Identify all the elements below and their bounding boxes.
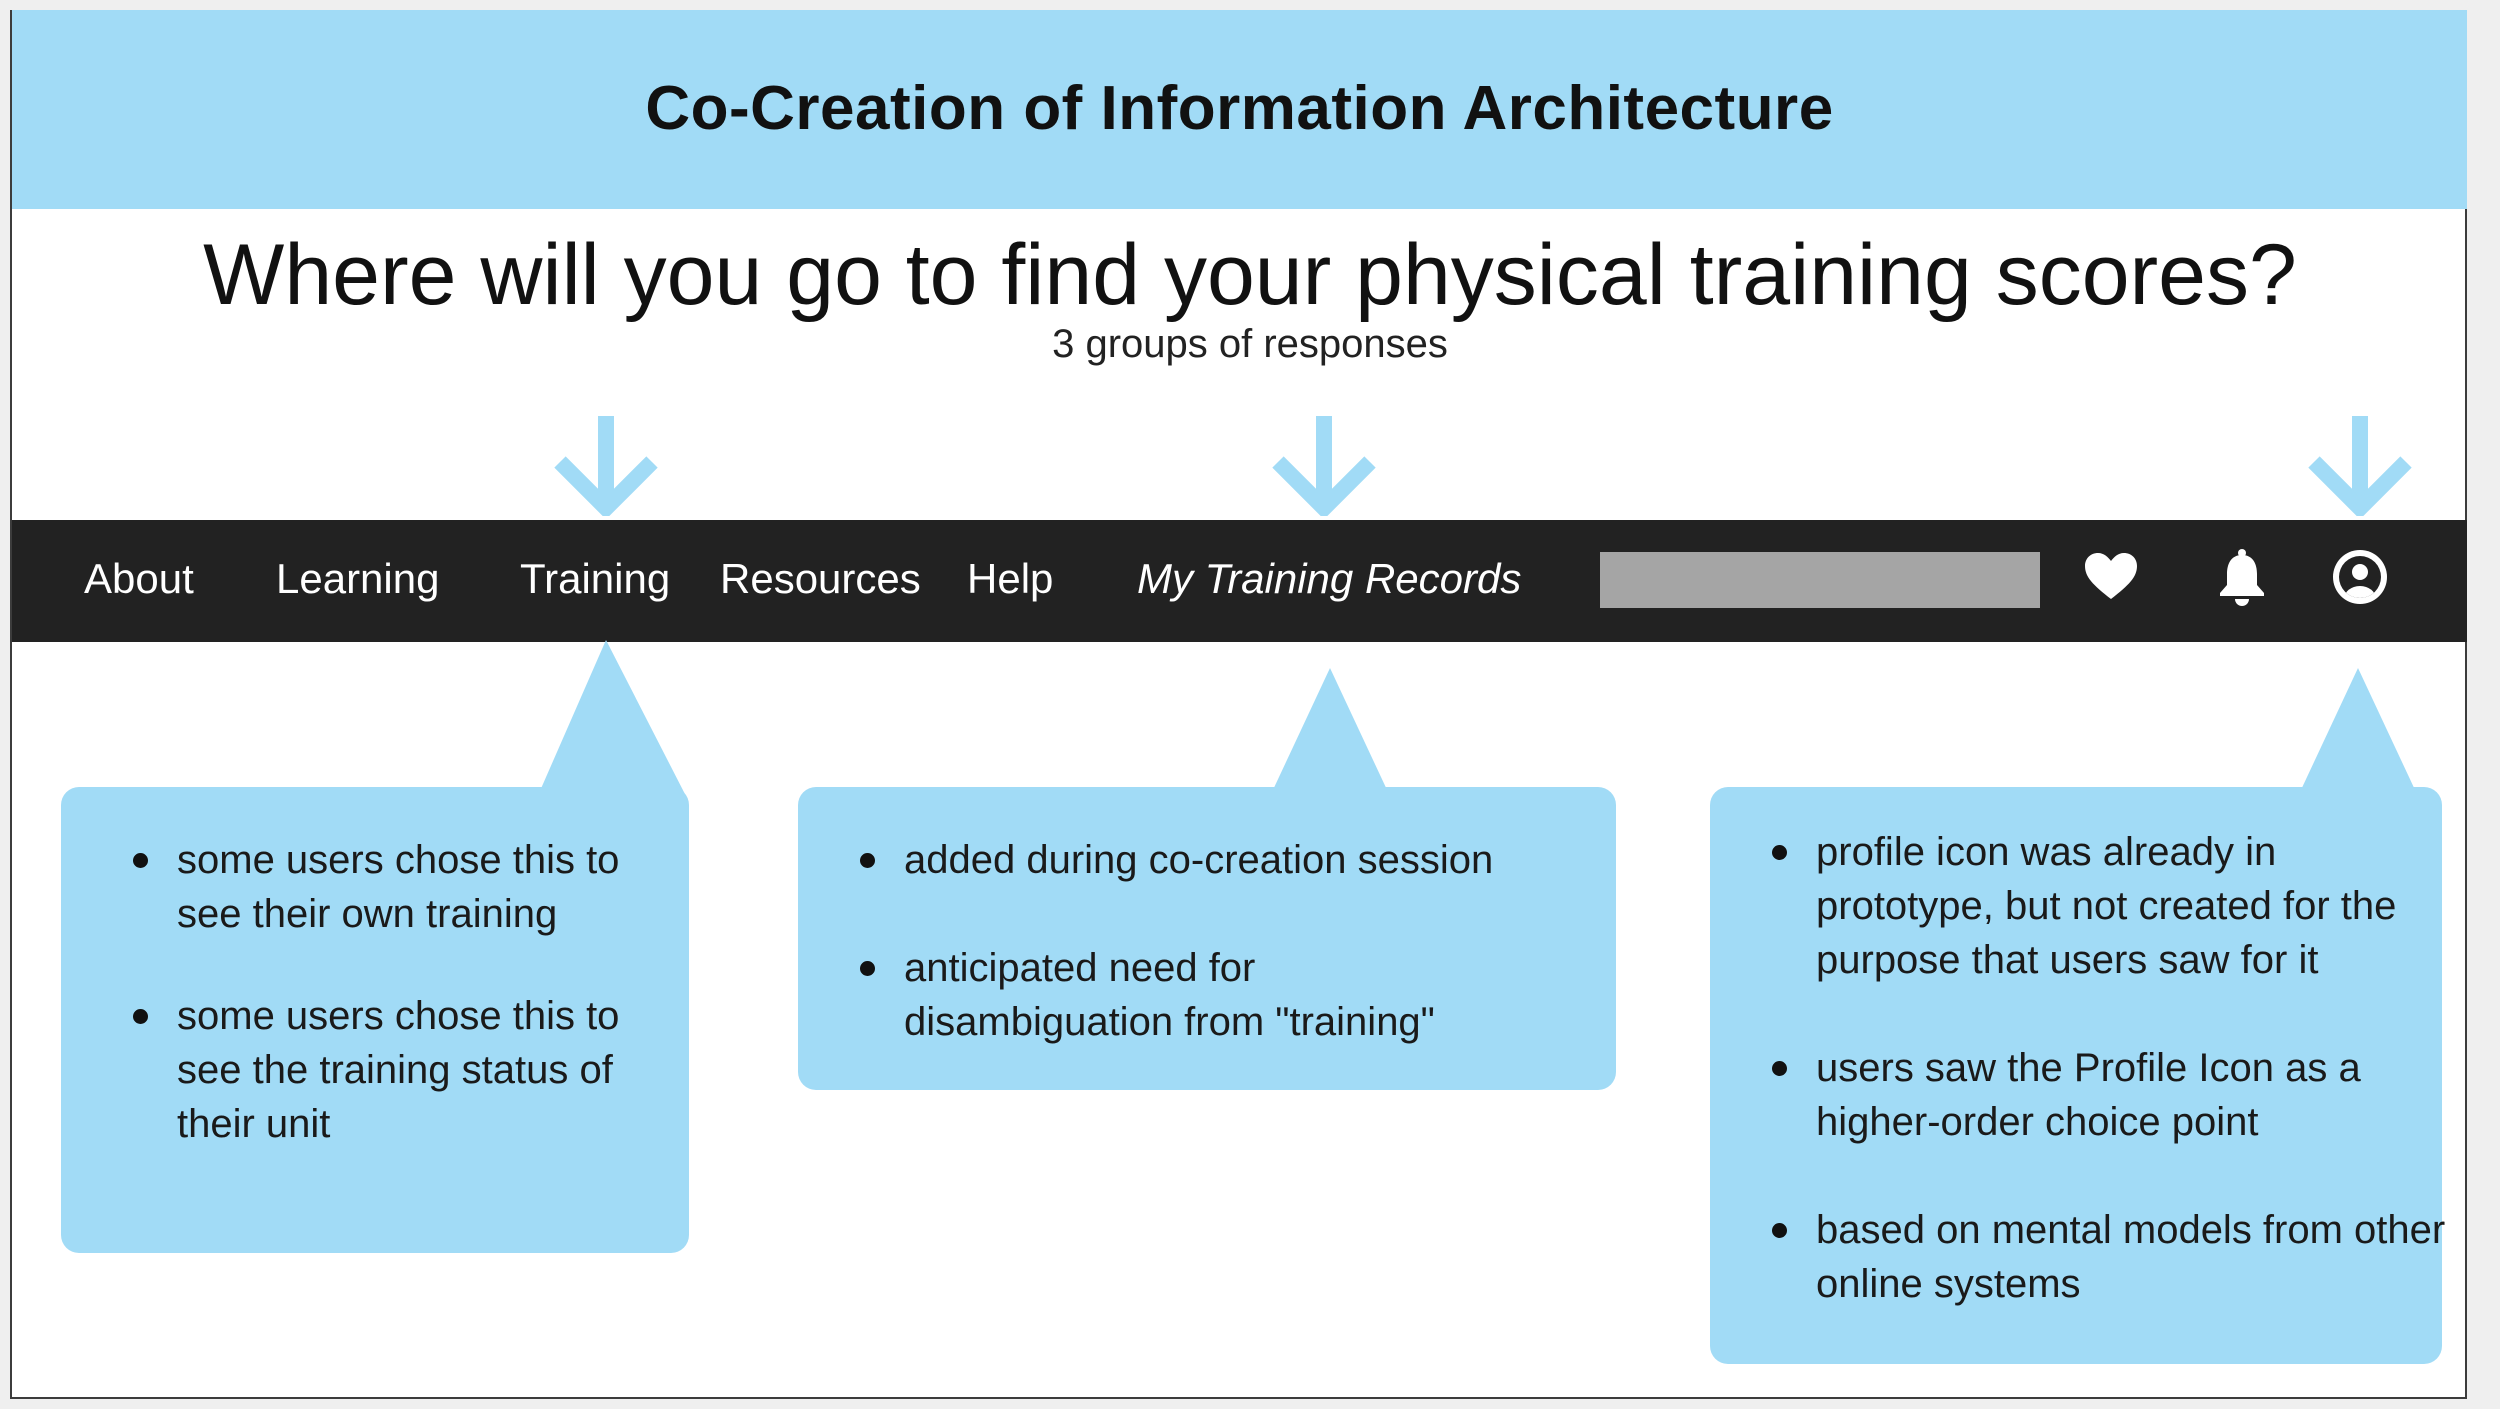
- list-item: added during co-creation session: [852, 833, 1624, 887]
- nav-item-help[interactable]: Help: [967, 555, 1054, 602]
- nav-item-training[interactable]: Training: [520, 555, 671, 602]
- callout-pointer: [530, 640, 690, 800]
- nav-item-about[interactable]: About: [84, 555, 194, 602]
- bell-icon[interactable]: [2212, 547, 2272, 607]
- arrow-down-icon: [554, 414, 658, 516]
- navigation-bar: [12, 520, 2467, 642]
- list-item: based on mental models from other online systems: [1764, 1203, 2456, 1311]
- list-item: users saw the Profile Icon as a higher-order choice point: [1764, 1041, 2456, 1149]
- callout-bullet-list: [798, 787, 1616, 1049]
- list-item: profile icon was already in prototype, but not created for the purpose that users saw for it: [1764, 825, 2456, 987]
- arrow-down-icon: [1272, 414, 1376, 516]
- list-item: some users chose this to see the training status of their unit: [125, 989, 637, 1151]
- callout-bullet-list: [61, 787, 689, 1151]
- profile-icon[interactable]: [2330, 547, 2390, 607]
- nav-item-learning[interactable]: Learning: [276, 555, 440, 602]
- title-banner: [12, 10, 2467, 209]
- question-subtitle: 3 groups of responses: [1052, 322, 1448, 366]
- callout-pointer: [1270, 668, 1390, 792]
- heart-icon[interactable]: [2081, 547, 2141, 607]
- arrow-down-icon: [2308, 414, 2412, 516]
- list-item: anticipated need for disambiguation from "training": [852, 941, 1524, 1049]
- nav-item-my-training-records[interactable]: My Training Records: [1137, 555, 1522, 602]
- callout-pointer: [2300, 668, 2420, 792]
- callout-bullet-list: [1710, 787, 2446, 1311]
- banner-title: Co-Creation of Information Architecture: [645, 74, 1834, 143]
- callout-my-training-records: [798, 787, 1616, 1090]
- search-input[interactable]: [1600, 552, 2040, 608]
- callout-training: [61, 787, 689, 1253]
- list-item: some users chose this to see their own training: [125, 833, 637, 941]
- question-heading: Where will you go to find your physical training scores?: [203, 227, 2297, 323]
- callout-profile-icon: [1710, 787, 2446, 1364]
- nav-item-resources[interactable]: Resources: [720, 555, 921, 602]
